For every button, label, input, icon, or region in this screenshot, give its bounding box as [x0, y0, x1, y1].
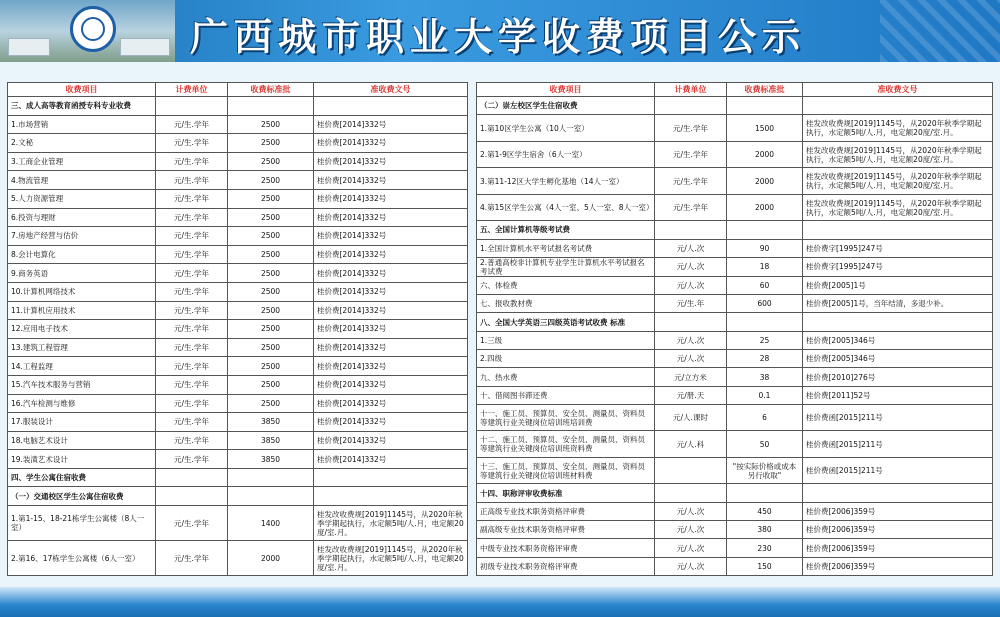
cell-item: 3.第11-12区大学生孵化基地（14人一室）	[477, 168, 655, 195]
table-row	[477, 115, 993, 142]
cell-unit	[655, 457, 727, 484]
cell-item: （一）交通校区学生公寓住宿收费	[8, 487, 156, 506]
cell-price: 50	[727, 431, 803, 458]
cell-price: 3850	[228, 413, 314, 432]
cell-doc: 桂价费函[2015]211号	[803, 404, 993, 431]
table-row	[477, 331, 993, 349]
cell-price	[727, 221, 803, 239]
cell-doc: 桂价费[2005]1号，当年结清，多退少补。	[803, 295, 993, 313]
cell-item: 十四、职称评审收费标准	[477, 484, 655, 502]
table-row	[8, 413, 468, 432]
cell-price	[727, 97, 803, 115]
table-row	[8, 134, 468, 153]
cell-price: 2500	[228, 171, 314, 190]
cell-price: 0.1	[727, 386, 803, 404]
cell-item: 十二、施工员、预算员、安全员、测量员、资料员等建筑行业关键岗位培训班资料费	[477, 431, 655, 458]
table-row	[477, 457, 993, 484]
cell-unit: 元/生.学年	[156, 338, 228, 357]
table-row	[8, 189, 468, 208]
cell-item: 2.第16、17栋学生公寓楼（6人一室）	[8, 541, 156, 576]
table-row	[8, 375, 468, 394]
section-row	[477, 484, 993, 502]
cell-doc	[803, 221, 993, 239]
cell-item: 5.人力资源管理	[8, 189, 156, 208]
cell-item: 12.应用电子技术	[8, 320, 156, 339]
cell-price	[727, 313, 803, 331]
cell-price: 60	[727, 276, 803, 294]
cell-doc: 桂价费字[1995]247号	[803, 257, 993, 276]
table-row	[8, 152, 468, 171]
table-row	[477, 502, 993, 520]
cell-item: 13.建筑工程管理	[8, 338, 156, 357]
cell-unit: 元/人.次	[655, 331, 727, 349]
cell-price: 2000	[228, 541, 314, 576]
cell-item: 1.全国计算机水平考试报名考试费	[477, 239, 655, 257]
cell-item: 中级专业技术职务资格评审费	[477, 539, 655, 557]
cell-unit: 元/生.学年	[655, 141, 727, 168]
cell-item: 8.会计电算化	[8, 245, 156, 264]
table-row	[8, 541, 468, 576]
cell-item: 1.第10区学生公寓（10人一室）	[477, 115, 655, 142]
cell-doc: 桂发改收费规[2019]1145号，从2020年秋季学期起执行，水定额5吨/人.月，电定额20度/室.月。	[803, 168, 993, 195]
section-row	[477, 313, 993, 331]
cell-unit: 元/生.学年	[156, 301, 228, 320]
cell-doc: 桂发改收费规[2019]1145号，从2020年秋季学期起执行，水定额5吨/人.月，电定额20度/室.月。	[314, 506, 468, 541]
cell-doc	[314, 487, 468, 506]
cell-item: 16.汽车检测与维修	[8, 394, 156, 413]
table-row	[477, 350, 993, 368]
table-row	[8, 357, 468, 376]
cell-unit: 元/生.学年	[156, 431, 228, 450]
table-row	[8, 506, 468, 541]
cell-unit	[655, 221, 727, 239]
section-row	[8, 468, 468, 487]
cell-price: 2500	[228, 115, 314, 134]
table-row	[477, 239, 993, 257]
cell-doc: 桂价费[2014]332号	[314, 134, 468, 153]
cell-price	[228, 468, 314, 487]
cell-item: 九、热水费	[477, 368, 655, 386]
table-row	[8, 320, 468, 339]
cell-doc: 桂价费[2014]332号	[314, 301, 468, 320]
cell-price: 2500	[228, 375, 314, 394]
cell-price: 150	[727, 557, 803, 575]
table-row	[8, 227, 468, 246]
cell-price: "按实际价格或成本另行收取"	[727, 457, 803, 484]
cell-doc: 桂价费[2010]276号	[803, 368, 993, 386]
cell-price: 2500	[228, 357, 314, 376]
cell-unit: 元/生.学年	[156, 394, 228, 413]
cell-item: 十、借阅图书滞还费	[477, 386, 655, 404]
cell-unit: 元/人.次	[655, 276, 727, 294]
cell-unit: 元/人.次	[655, 502, 727, 520]
cell-price: 3850	[228, 431, 314, 450]
cell-item: 副高级专业技术职务资格评审费	[477, 521, 655, 539]
table-row	[8, 282, 468, 301]
cell-unit: 元/生.学年	[156, 413, 228, 432]
cell-unit: 元/生.学年	[156, 282, 228, 301]
col-header-item: 收费项目	[477, 83, 655, 97]
cell-doc: 桂价费[2006]359号	[803, 557, 993, 575]
right-fee-table	[476, 82, 993, 576]
table-row	[477, 168, 993, 195]
cell-doc: 桂价费[2014]332号	[314, 413, 468, 432]
cell-doc	[314, 97, 468, 116]
cell-item: 1.第1-15、18-21栋学生公寓楼（8人一室）	[8, 506, 156, 541]
cell-unit: 元/生.学年	[156, 264, 228, 283]
section-row	[8, 487, 468, 506]
cell-item: 2.文秘	[8, 134, 156, 153]
cell-doc	[803, 313, 993, 331]
table-row	[477, 194, 993, 221]
cell-unit: 元/立方米	[655, 368, 727, 386]
cell-item: 初级专业技术职务资格评审费	[477, 557, 655, 575]
col-header-unit: 计费单位	[156, 83, 228, 97]
cell-doc: 桂价费[2014]332号	[314, 189, 468, 208]
cell-doc	[803, 484, 993, 502]
cell-price: 450	[727, 502, 803, 520]
cell-doc: 桂价费[2014]332号	[314, 227, 468, 246]
cell-price: 2500	[228, 208, 314, 227]
cell-doc: 桂价费[2014]332号	[314, 320, 468, 339]
cell-unit: 元/生.学年	[655, 194, 727, 221]
cell-unit: 元/生.学年	[156, 506, 228, 541]
cell-unit: 元/人.次	[655, 239, 727, 257]
table-row	[8, 171, 468, 190]
cell-doc: 桂价费函[2015]211号	[803, 457, 993, 484]
cell-doc: 桂价费[2014]332号	[314, 450, 468, 469]
cell-price: 2500	[228, 282, 314, 301]
cell-price: 2500	[228, 152, 314, 171]
table-row	[477, 295, 993, 313]
cell-doc: 桂价费[2014]332号	[314, 282, 468, 301]
cell-doc: 桂价费[2014]332号	[314, 152, 468, 171]
cell-unit	[655, 484, 727, 502]
left-fee-table-panel	[7, 82, 468, 576]
cell-unit	[655, 313, 727, 331]
cell-item: 三、成人高等教育函授专科专业收费	[8, 97, 156, 116]
cell-doc: 桂发改收费规[2019]1145号，从2020年秋季学期起执行，水定额5吨/人.月，电定额20度/室.月。	[803, 194, 993, 221]
cell-unit: 元/生.学年	[156, 245, 228, 264]
col-header-doc: 准收费文号	[803, 83, 993, 97]
table-row	[477, 257, 993, 276]
cell-doc: 桂价费[2006]359号	[803, 502, 993, 520]
cell-unit: 元/生.学年	[156, 357, 228, 376]
cell-unit: 元/生.学年	[156, 227, 228, 246]
cell-doc: 桂价费[2014]332号	[314, 264, 468, 283]
cell-price: 2500	[228, 264, 314, 283]
cell-price: 2500	[228, 189, 314, 208]
cell-item: 17.服装设计	[8, 413, 156, 432]
cell-item: 4.第15区学生公寓（4人一室、5人一室、8人一室）	[477, 194, 655, 221]
cell-item: 正高级专业技术职务资格评审费	[477, 502, 655, 520]
cell-item: 1.三级	[477, 331, 655, 349]
cell-item: 4.物流管理	[8, 171, 156, 190]
table-row	[8, 450, 468, 469]
cell-doc: 桂价费[2014]332号	[314, 208, 468, 227]
cell-item: （二）崇左校区学生住宿收费	[477, 97, 655, 115]
cell-unit: 元/生.学年	[156, 189, 228, 208]
cell-item: 19.装潢艺术设计	[8, 450, 156, 469]
table-row	[8, 431, 468, 450]
cell-doc: 桂价费字[1995]247号	[803, 239, 993, 257]
cell-doc: 桂价费[2014]332号	[314, 171, 468, 190]
cell-unit: 元/人.次	[655, 521, 727, 539]
right-fee-table-panel	[476, 82, 993, 576]
cell-item: 2.第1-9区学生宿舍（6人一室）	[477, 141, 655, 168]
cell-doc: 桂发改收费规[2019]1145号，从2020年秋季学期起执行，水定额5吨/人.月，电定额20度/室.月。	[314, 541, 468, 576]
cell-price: 6	[727, 404, 803, 431]
table-row	[8, 301, 468, 320]
header-banner	[0, 0, 1000, 62]
cell-unit: 元/人.次	[655, 257, 727, 276]
cell-price: 28	[727, 350, 803, 368]
cell-price	[727, 484, 803, 502]
cell-doc: 桂发改收费规[2019]1145号，从2020年秋季学期起执行，水定额5吨/人.月，电定额20度/室.月。	[803, 115, 993, 142]
cell-unit: 元/人.次	[655, 350, 727, 368]
cell-unit: 元/生.学年	[156, 115, 228, 134]
cell-item: 11.计算机应用技术	[8, 301, 156, 320]
cell-doc: 桂价费[2014]332号	[314, 338, 468, 357]
cell-price: 230	[727, 539, 803, 557]
cell-unit	[156, 468, 228, 487]
table-row	[477, 539, 993, 557]
cell-item: 四、学生公寓住宿收费	[8, 468, 156, 487]
section-row	[477, 97, 993, 115]
cell-item: 五、全国计算机等级考试费	[477, 221, 655, 239]
decorative-pattern	[880, 0, 1000, 62]
cell-doc: 桂价费[2006]359号	[803, 521, 993, 539]
table-row	[477, 431, 993, 458]
table-row	[477, 368, 993, 386]
col-header-item: 收费项目	[8, 83, 156, 97]
table-row	[8, 245, 468, 264]
cell-price: 38	[727, 368, 803, 386]
cell-item: 2.普通高校非计算机专业学生计算机水平考试报名考试费	[477, 257, 655, 276]
table-row	[477, 404, 993, 431]
left-table-body	[8, 97, 468, 576]
cell-unit: 元/人.次	[655, 539, 727, 557]
cell-item: 十一、施工员、预算员、安全员、测量员、资料员等建筑行业关键岗位培训班培训费	[477, 404, 655, 431]
cell-price: 18	[727, 257, 803, 276]
cell-item: 14.工程监理	[8, 357, 156, 376]
cell-price: 600	[727, 295, 803, 313]
cell-price: 2500	[228, 320, 314, 339]
section-row	[477, 221, 993, 239]
cell-price: 3850	[228, 450, 314, 469]
cell-doc: 桂价费[2014]332号	[314, 245, 468, 264]
cell-price: 2500	[228, 301, 314, 320]
cell-price: 2500	[228, 394, 314, 413]
cell-doc: 桂价费[2005]1号	[803, 276, 993, 294]
cell-unit: 元/生.年	[655, 295, 727, 313]
cell-price: 2000	[727, 141, 803, 168]
col-header-doc: 准收费文号	[314, 83, 468, 97]
table-row	[477, 276, 993, 294]
cell-item: 6.投资与理财	[8, 208, 156, 227]
table-row	[477, 557, 993, 575]
table-row	[8, 338, 468, 357]
cell-doc: 桂价费函[2015]211号	[803, 431, 993, 458]
cell-unit: 元/生.学年	[156, 450, 228, 469]
cell-price: 25	[727, 331, 803, 349]
cell-doc	[803, 97, 993, 115]
cell-price: 2000	[727, 168, 803, 195]
cell-unit: 元/生.学年	[156, 541, 228, 576]
col-header-price: 收费标准批	[727, 83, 803, 97]
cell-doc: 桂价费[2014]332号	[314, 394, 468, 413]
cell-item: 10.计算机网络技术	[8, 282, 156, 301]
cell-unit: 元/生.学年	[156, 320, 228, 339]
cell-item: 15.汽车技术服务与营销	[8, 375, 156, 394]
footer-band	[0, 587, 1000, 617]
cell-item: 1.市场营销	[8, 115, 156, 134]
cell-unit: 元/生.学年	[156, 152, 228, 171]
cell-item: 六、体检费	[477, 276, 655, 294]
table-row	[8, 208, 468, 227]
cell-unit: 元/生.学年	[156, 134, 228, 153]
table-row	[477, 141, 993, 168]
cell-doc: 桂价费[2014]332号	[314, 375, 468, 394]
cell-item: 18.电脑艺术设计	[8, 431, 156, 450]
cell-doc: 桂发改收费规[2019]1145号，从2020年秋季学期起执行，水定额5吨/人.月，电定额20度/室.月。	[803, 141, 993, 168]
col-header-price: 收费标准批	[228, 83, 314, 97]
cell-item: 3.工商企业管理	[8, 152, 156, 171]
cell-item: 十三、施工员、预算员、安全员、测量员、资料员等建筑行业关键岗位培训班材料费	[477, 457, 655, 484]
cell-unit: 元/人.科	[655, 431, 727, 458]
cell-price: 2500	[228, 227, 314, 246]
cell-doc: 桂价费[2011]52号	[803, 386, 993, 404]
cell-doc: 桂价费[2006]359号	[803, 539, 993, 557]
section-row	[8, 97, 468, 116]
cell-item: 七、报收教材费	[477, 295, 655, 313]
cell-unit: 元/册.天	[655, 386, 727, 404]
cell-item: 八、全国大学英语三四级英语考试收费 标准	[477, 313, 655, 331]
cell-doc	[314, 468, 468, 487]
cell-item: 9.商务英语	[8, 264, 156, 283]
cell-unit: 元/生.学年	[655, 115, 727, 142]
left-fee-table	[7, 82, 468, 576]
cell-doc: 桂价费[2014]332号	[314, 357, 468, 376]
cell-unit: 元/生.学年	[655, 168, 727, 195]
cell-price: 1500	[727, 115, 803, 142]
cell-doc: 桂价费[2005]346号	[803, 350, 993, 368]
cell-unit	[655, 97, 727, 115]
col-header-unit: 计费单位	[655, 83, 727, 97]
page-title: 广西城市职业大学收费项目公示	[190, 15, 807, 59]
cell-price: 1400	[228, 506, 314, 541]
right-table-body	[477, 97, 993, 576]
cell-unit: 元/生.学年	[156, 171, 228, 190]
cell-price: 2500	[228, 134, 314, 153]
cell-price: 2500	[228, 245, 314, 264]
table-row	[477, 386, 993, 404]
university-logo-icon	[70, 6, 116, 52]
cell-doc: 桂价费[2005]346号	[803, 331, 993, 349]
cell-unit: 元/人.课时	[655, 404, 727, 431]
cell-price: 90	[727, 239, 803, 257]
table-row	[477, 521, 993, 539]
table-row	[8, 115, 468, 134]
cell-doc: 桂价费[2014]332号	[314, 115, 468, 134]
cell-price: 2000	[727, 194, 803, 221]
cell-unit: 元/生.学年	[156, 375, 228, 394]
cell-doc: 桂价费[2014]332号	[314, 431, 468, 450]
cell-item: 7.房地产经营与估价	[8, 227, 156, 246]
cell-item: 2.四级	[477, 350, 655, 368]
cell-unit	[156, 487, 228, 506]
cell-unit: 元/人.次	[655, 557, 727, 575]
cell-price	[228, 487, 314, 506]
table-row	[8, 394, 468, 413]
cell-price: 380	[727, 521, 803, 539]
cell-price	[228, 97, 314, 116]
table-row	[8, 264, 468, 283]
cell-unit	[156, 97, 228, 116]
cell-price: 2500	[228, 338, 314, 357]
cell-unit: 元/生.学年	[156, 208, 228, 227]
